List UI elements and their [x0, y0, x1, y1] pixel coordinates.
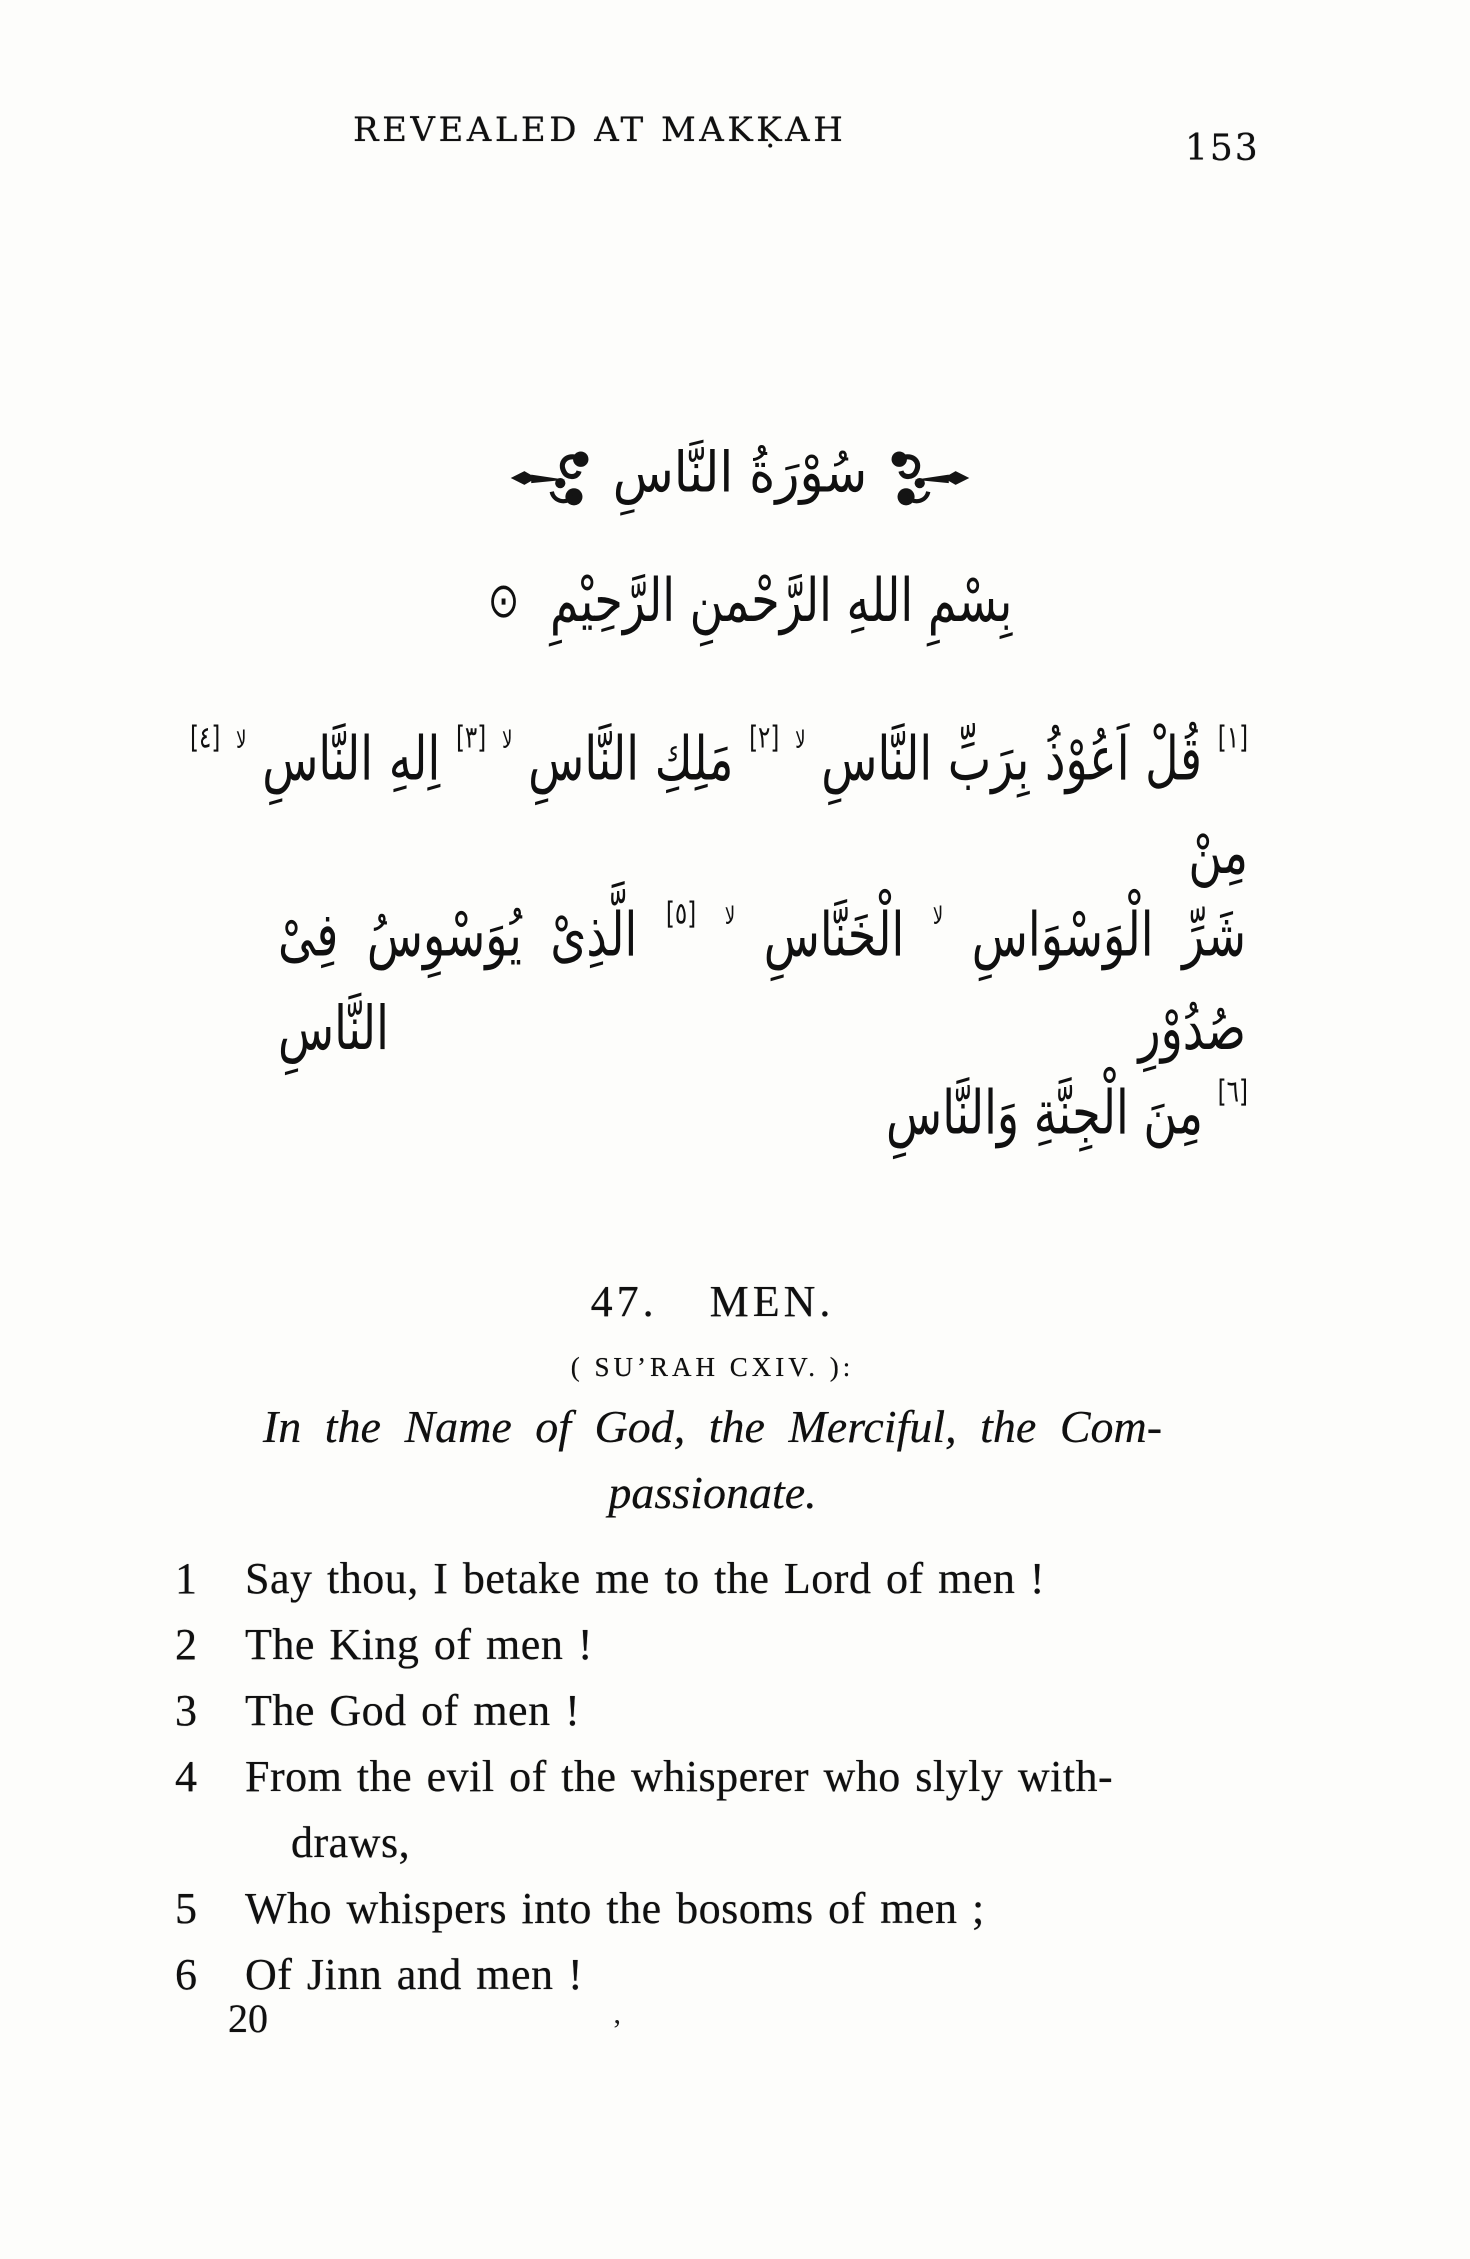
- bismillah-text: بِسْمِ اللهِ الرَّحْمنِ الرَّحِيْمِ: [549, 565, 1013, 636]
- waqf-sign: لا: [236, 726, 247, 755]
- translation-verses: [175, 1546, 1260, 2008]
- verse-marker-3: [٣]: [455, 721, 487, 756]
- verse-number: 5: [175, 1884, 198, 1933]
- surah-reference: ( SU’RAH CXIV. ):: [570, 1352, 855, 1382]
- verse-marker-6: [٦]: [1217, 1075, 1248, 1110]
- arabic-word: اِلهِ النَّاسِ: [262, 722, 441, 794]
- verse-text: Say thou, I betake me to the Lord of men !: [245, 1554, 1046, 1603]
- verse-row: [175, 1612, 1260, 1678]
- arabic-verse-line-2: [278, 888, 1246, 1076]
- verse-text-continuation: draws,: [291, 1818, 411, 1867]
- verse-text: The King of men !: [245, 1620, 593, 1669]
- verse-number: 1: [175, 1554, 198, 1603]
- end-of-ayah-icon: ⊙: [487, 571, 520, 629]
- arabic-word: قُلْ اَعُوْذُ بِرَبِّ النَّاسِ: [821, 722, 1203, 794]
- invocation-line-1: In the Name of God, the Merciful, the Com-: [262, 1401, 1163, 1452]
- verse-marker-2: [٢]: [749, 721, 780, 756]
- arabic-word: مَلِكِ النَّاسِ: [528, 722, 734, 794]
- verse-text: Who whispers into the bosoms of men ;: [245, 1884, 985, 1933]
- waqf-sign: لا: [501, 726, 513, 755]
- surah-title-cartouche: [455, 404, 1025, 552]
- chapter-title: MEN.: [709, 1277, 835, 1326]
- arabic-word: الَّذِىْ يُوَسْوِسُ فِىْ صُدُوْرِ النَّاسِ: [278, 898, 1246, 1064]
- verse-row: [175, 1942, 1260, 2008]
- verse-number: 6: [175, 1950, 198, 1999]
- verse-text: Of Jinn and men !: [245, 1950, 584, 1999]
- chapter-heading: [175, 1276, 1250, 1327]
- verse-number: 2: [175, 1620, 198, 1669]
- floral-ornament-left-icon: [509, 437, 603, 519]
- running-title: REVEALED AT MAKḲAH: [353, 110, 847, 150]
- arabic-verse-line-3: [190, 1066, 1248, 1160]
- bismillah-line: [468, 556, 1032, 646]
- chapter-number: 47.: [590, 1277, 658, 1326]
- verse-marker-5: [٥]: [665, 897, 697, 932]
- verse-number: 4: [175, 1752, 198, 1801]
- verse-row: [175, 1678, 1260, 1744]
- waqf-sign: لا: [932, 902, 944, 931]
- arabic-word: الْخَنَّاسِ: [763, 898, 905, 970]
- invocation-line-2: passionate.: [608, 1467, 817, 1518]
- arabic-word: مِنَ الْجِنَّةِ وَالنَّاسِ: [886, 1076, 1204, 1148]
- verse-row: [175, 1744, 1260, 1810]
- verse-marker-4: [٤]: [190, 721, 221, 756]
- verse-row: [175, 1546, 1260, 1612]
- arabic-word: مِنْ: [1188, 816, 1248, 888]
- verse-marker-1: [١]: [1217, 721, 1249, 756]
- waqf-sign: لا: [724, 902, 736, 931]
- verse-row-continuation: [175, 1810, 1260, 1876]
- ink-speck: ʼ: [612, 2014, 622, 2047]
- waqf-sign: لا: [795, 726, 806, 755]
- verse-text: The God of men !: [245, 1686, 581, 1735]
- page-number: 153: [1185, 128, 1260, 169]
- verse-row: [175, 1876, 1260, 1942]
- surah-title-arabic: سُوْرَةُ النَّاسِ: [612, 439, 868, 505]
- verse-text: From the evil of the whisperer who slyly with-: [245, 1752, 1114, 1801]
- signature-mark: 20: [228, 1996, 268, 2041]
- floral-ornament-right-icon: [877, 437, 971, 519]
- arabic-word: شَرِّ الْوَسْوَاسِ: [971, 898, 1247, 970]
- verse-number-empty: [175, 1810, 245, 1876]
- arabic-verse-line-1: [190, 712, 1248, 900]
- verse-number: 3: [175, 1686, 198, 1735]
